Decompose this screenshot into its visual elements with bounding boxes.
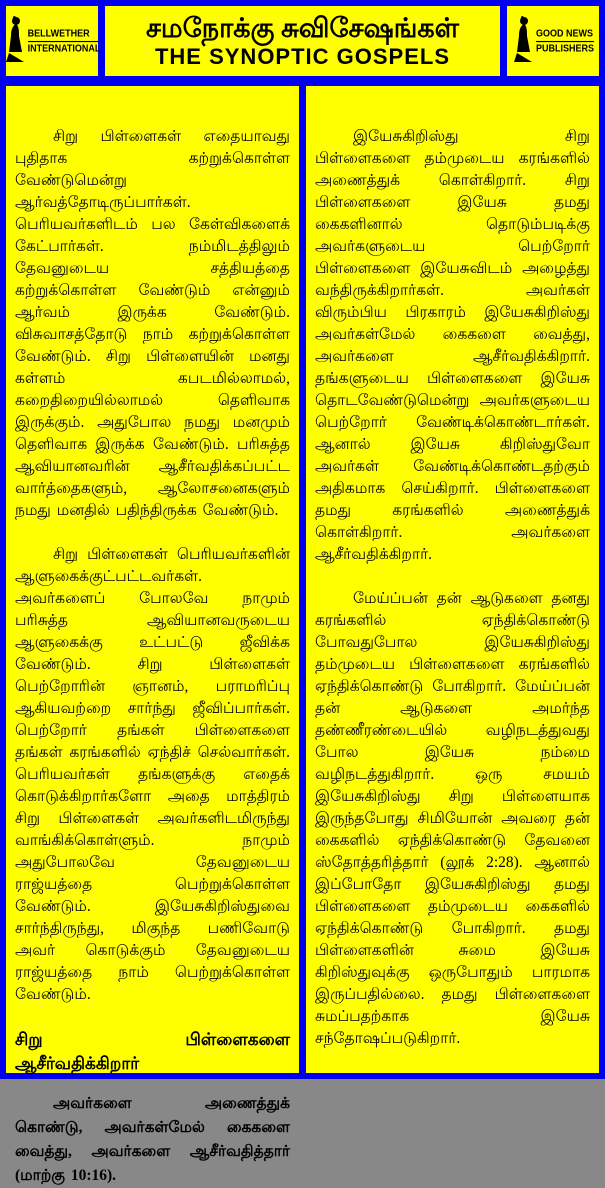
section-heading [15, 1028, 290, 1076]
bellwether-logo-line1: BELLWETHER [28, 27, 101, 42]
header [6, 6, 599, 76]
section-heading-word1: சிறு [15, 1030, 43, 1049]
title-block [105, 6, 500, 76]
section-heading-word2: பிள்ளைகளை [185, 1030, 290, 1049]
body [6, 86, 599, 1184]
right-paragraph-1: இயேசுகிறிஸ்து சிறு பிள்ளைகளை தம்முடைய கரங்களில் அணைத்துக் கொள்கிறார். சிறு பிள்ளைகளை இயேசு தமது கைகளினால் தொடும்படிக்கு அவர்களுடைய பெற்றோர் பிள்ளைகளை இயேசுவிடம் அழைத்து வந்திருக்கிறார்கள். அவர்கள் விரும்பிய பிரகாரம் இயேசுகிறிஸ்து அவர்கள்மேல் கைகளை வைத்து, அவர்களை ஆசீர்வதிக்கிறார். தங்களுடைய பிள்ளைகளை இயேசு தொடவேண்டுமென்று அவர்களுடைய பெற்றோர் வேண்டிக்கொண்டார்கள். ஆனால் இயேசு கிறிஸ்துவோ அவர்கள் வேண்டிக்கொண்டதற்கும் அதிகமாக செய்கிறார். பிள்ளைகளை தமது கரங்களில் அணைத்துக் கொள்கிறார். அவர்களை ஆசீர்வதிக்கிறார். [315, 128, 590, 563]
left-paragraph-1: சிறு பிள்ளைகள் எதையாவது புதிதாக கற்றுக்கொள்ள வேண்டுமென்று ஆர்வத்தோடிருப்பார்கள். பெரியவர்களிடம் பல கேள்விகளைக் கேட்பார்கள். நம்மிடத்திலும் தேவனுடைய சத்தியத்தை கற்றுக்கொள்ள வேண்டும் என்னும் ஆர்வம் இருக்க வேண்டும். விசுவாசத்தோடு நாம் கற்றுக்கொள்ள வேண்டும். சிறு பிள்ளையின் மனது கள்ளம் கபடமில்லாமல், கறைதிறையில்லாமல் தெளிவாக இருக்கும். அதுபோல நமது மனமும் தெளிவாக இருக்க வேண்டும். பரிசுத்த ஆவியானவரின் ஆசீர்வதிக்கப்பட்ட வார்த்தைகளும், ஆலோசனைகளும் நமது மனதில் பதிந்திருக்க வேண்டும். [15, 128, 290, 519]
right-column [306, 86, 599, 1073]
left-paragraph-2: சிறு பிள்ளைகள் பெரியவர்களின் ஆளுகைக்குட்பட்டவர்கள். அவர்களைப் போலவே நாமும் பரிசுத்த ஆவியானவருடைய ஆளுகைக்கு உட்பட்டு ஜீவிக்க வேண்டும். சிறு பிள்ளைகள் பெற்றோரின் ஞானம், பராமரிப்பு ஆகியவற்றை சார்ந்து ஜீவிப்பார்கள். பெற்றோர் தங்கள் பிள்ளைகளை தங்கள் கரங்களில் ஏந்திச் செல்வார்கள். பெரியவர்கள் தங்களுக்கு எதைக் கொடுக்கிறார்களோ அதை மாத்திரம் சிறு பிள்ளைகள் அவர்களிடமிருந்து வாங்கிக்கொள்ளும். நாமும் அதுபோலவே தேவனுடைய ராஜ்யத்தை பெற்றுக்கொள்ள வேண்டும். இயேசுகிறிஸ்துவை சார்ந்திருந்து, மிகுந்த பணிவோடு அவர் கொடுக்கும் தேவனுடைய ராஜ்யத்தை நாம் பெற்றுக்கொள்ள வேண்டும். [15, 546, 290, 1003]
page-title-tamil: சமநோக்கு சுவிசேஷங்கள் [145, 12, 460, 43]
right-paragraph-2: மேய்ப்பன் தன் ஆடுகளை தனது கரங்களில் ஏந்திக்கொண்டு போவதுபோல இயேசுகிறிஸ்து தம்முடைய பிள்ளைகளை கரங்களில் ஏந்திக்கொண்டு போகிறார். மேய்ப்பன் தன் ஆடுகளை அமர்ந்த தண்ணீரண்டையில் வழிநடத்துவது போல இயேசு நம்மை வழிநடத்துகிறார். ஒரு சமயம் இயேசுகிறிஸ்து சிறு பிள்ளையாக இருந்தபோது சிமியோன் அவரை தன் கைகளில் ஏந்திக்கொண்டு தேவனை ஸ்தோத்தரித்தார் (லூக் 2:28). ஆனால் இப்போதோ இயேசுகிறிஸ்து தமது பிள்ளைகளை தம்முடைய கைகளில் ஏந்திக்கொண்டு போகிறார். தமது பிள்ளைகளின் சுமை இயேசு கிறிஸ்துவுக்கு ஒருபோதும் பாரமாக இருப்பதில்லை. தமது பிள்ளைகளை சுமப்பதற்காக இயேசு சந்தோஷப்படுகிறார். [315, 590, 590, 1047]
page-title-english: THE SYNOPTIC GOSPELS [154, 44, 451, 70]
section-heading-line2: ஆசீர்வதிக்கிறார் [15, 1054, 140, 1073]
bellwether-logo [6, 6, 101, 76]
scripture-quote: அவர்களை அணைத்துக் கொண்டு, அவர்கள்மேல் கைகளை வைத்து, அவர்களை ஆசீர்வதித்தார் (மாற்கு 10:16). [15, 1095, 290, 1184]
bellwether-logo-line2: INTERNATIONAL [27, 42, 101, 54]
goodnews-logo-line1: GOOD NEWS [536, 27, 594, 42]
goodnews-figure-icon [512, 16, 534, 66]
bellwether-logo-text [28, 27, 101, 55]
goodnews-logo [507, 6, 599, 76]
goodnews-logo-line2: PUBLISHERS [535, 42, 594, 54]
bellwether-figure-icon [4, 16, 26, 66]
left-column [6, 86, 299, 1184]
goodnews-logo-text [536, 27, 594, 55]
